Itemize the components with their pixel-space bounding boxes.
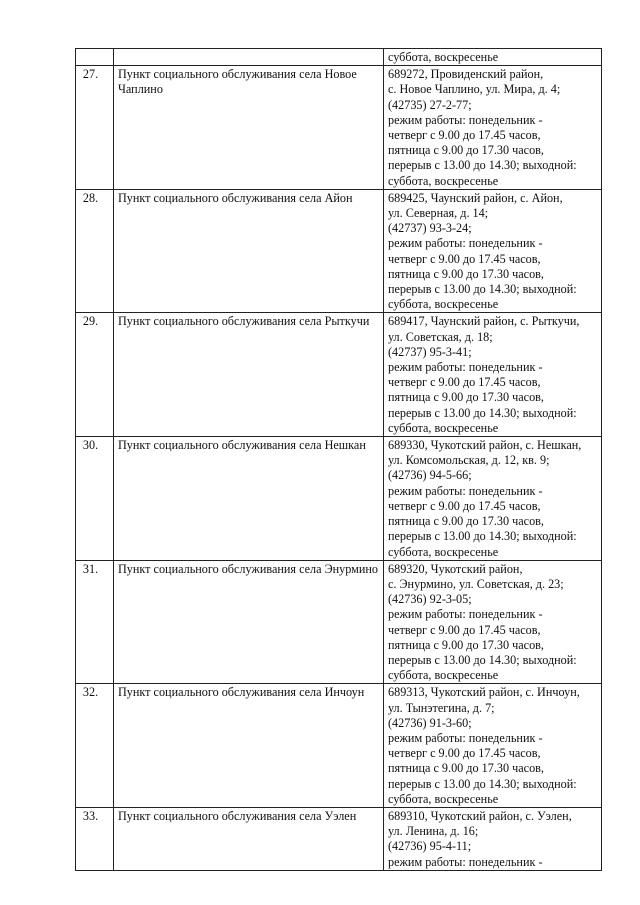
info-line: режим работы: понедельник -	[388, 483, 543, 498]
info-line: (42736) 95-4-11;	[388, 839, 472, 854]
info-line: (42737) 93-3-24;	[388, 221, 472, 236]
service-point-name: Пункт социального обслуживания села Инчоун	[114, 684, 384, 808]
info-line: суббота, воскресенье	[388, 544, 499, 559]
info-line: четверг с 9.00 до 17.45 часов,	[388, 128, 541, 143]
info-line: перерыв с 13.00 до 14.30; выходной:	[388, 529, 577, 544]
table-row	[76, 560, 602, 684]
info-line: перерыв с 13.00 до 14.30; выходной:	[388, 282, 577, 297]
service-point-name: Пункт социального обслуживания села Айон	[114, 189, 384, 313]
info-line: четверг с 9.00 до 17.45 часов,	[388, 498, 541, 513]
info-line: перерыв с 13.00 до 14.30; выходной:	[388, 405, 577, 420]
table-row	[76, 437, 602, 561]
row-number: 28.	[76, 189, 114, 313]
info-line: пятница с 9.00 до 17.30 часов,	[388, 514, 544, 529]
info-line: (42736) 91-3-60;	[388, 715, 472, 730]
row-number: 30.	[76, 437, 114, 561]
info-line: четверг с 9.00 до 17.45 часов,	[388, 622, 541, 637]
info-line: пятница с 9.00 до 17.30 часов,	[388, 390, 544, 405]
service-point-name: Пункт социального обслуживания села Уэлен	[114, 807, 384, 870]
info-line: суббота, воскресенье	[388, 668, 499, 683]
row-number	[76, 49, 114, 66]
info-line: ул. Комсомольская, д. 12, кв. 9;	[388, 453, 550, 468]
info-line: четверг с 9.00 до 17.45 часов,	[388, 375, 541, 390]
table-row	[76, 49, 602, 66]
info-line: ул. Советская, д. 18;	[388, 329, 493, 344]
info-line: перерыв с 13.00 до 14.30; выходной:	[388, 158, 577, 173]
row-number: 27.	[76, 66, 114, 190]
info-line: режим работы: понедельник -	[388, 730, 543, 745]
info-line: суббота, воскресенье	[388, 420, 499, 435]
info-line: пятница с 9.00 до 17.30 часов,	[388, 761, 544, 776]
info-line: с. Новое Чаплино, ул. Мира, д. 4;	[388, 82, 561, 97]
info-line: ул. Северная, д. 14;	[388, 206, 489, 221]
table-row	[76, 807, 602, 870]
table-row	[76, 66, 602, 190]
service-point-info	[384, 560, 602, 684]
service-point-name: Пункт социального обслуживания села Рыткучи	[114, 313, 384, 437]
info-line: 689425, Чаунский район, с. Айон,	[388, 190, 563, 205]
info-line: (42735) 27-2-77;	[388, 97, 472, 112]
info-line: ул. Тынэтегина, д. 7;	[388, 700, 495, 715]
info-line: ул. Ленина, д. 16;	[388, 824, 479, 839]
service-point-info	[384, 66, 602, 190]
service-point-info	[384, 437, 602, 561]
info-line: 689417, Чаунский район, с. Рыткучи,	[388, 314, 580, 329]
service-point-info	[384, 313, 602, 437]
info-line: режим работы: понедельник -	[388, 854, 543, 869]
service-point-name: Пункт социального обслуживания села Новое Чаплино	[114, 66, 384, 190]
info-line: (42737) 95-3-41;	[388, 344, 472, 359]
info-line: режим работы: понедельник -	[388, 360, 543, 375]
info-line: суббота, воскресенье	[388, 297, 499, 312]
info-line: с. Энурмино, ул. Советская, д. 23;	[388, 576, 564, 591]
info-line: режим работы: понедельник -	[388, 236, 543, 251]
service-point-name: Пункт социального обслуживания села Энурмино	[114, 560, 384, 684]
info-line: 689330, Чукотский район, с. Нешкан,	[388, 438, 582, 453]
social-service-points-table	[75, 48, 602, 871]
info-line: 689313, Чукотский район, с. Инчоун,	[388, 685, 580, 700]
row-number: 31.	[76, 560, 114, 684]
info-line: перерыв с 13.00 до 14.30; выходной:	[388, 776, 577, 791]
row-number: 29.	[76, 313, 114, 437]
info-line: пятница с 9.00 до 17.30 часов,	[388, 143, 544, 158]
service-point-info	[384, 684, 602, 808]
row-number: 33.	[76, 807, 114, 870]
info-line: пятница с 9.00 до 17.30 часов,	[388, 266, 544, 281]
info-line: пятница с 9.00 до 17.30 часов,	[388, 637, 544, 652]
info-line: перерыв с 13.00 до 14.30; выходной:	[388, 652, 577, 667]
info-line: (42736) 94-5-66;	[388, 468, 472, 483]
info-line: режим работы: понедельник -	[388, 112, 543, 127]
service-point-info	[384, 189, 602, 313]
table-row	[76, 189, 602, 313]
table-row	[76, 684, 602, 808]
info-line: 689320, Чукотский район,	[388, 561, 523, 576]
service-point-name: Пункт социального обслуживания села Нешкан	[114, 437, 384, 561]
info-line: 689310, Чукотский район, с. Уэлен,	[388, 808, 572, 823]
service-point-info	[384, 807, 602, 870]
table-row	[76, 313, 602, 437]
service-point-name	[114, 49, 384, 66]
row-number: 32.	[76, 684, 114, 808]
info-line: суббота, воскресенье	[388, 791, 499, 806]
info-line: 689272, Провиденский район,	[388, 67, 544, 82]
info-line: суббота, воскресенье	[388, 173, 499, 188]
info-line: четверг с 9.00 до 17.45 часов,	[388, 746, 541, 761]
info-line: режим работы: понедельник -	[388, 607, 543, 622]
table-body	[76, 49, 602, 871]
info-line: суббота, воскресенье	[388, 50, 499, 64]
service-point-info	[384, 49, 602, 66]
info-line: четверг с 9.00 до 17.45 часов,	[388, 251, 541, 266]
info-line: (42736) 92-3-05;	[388, 592, 472, 607]
